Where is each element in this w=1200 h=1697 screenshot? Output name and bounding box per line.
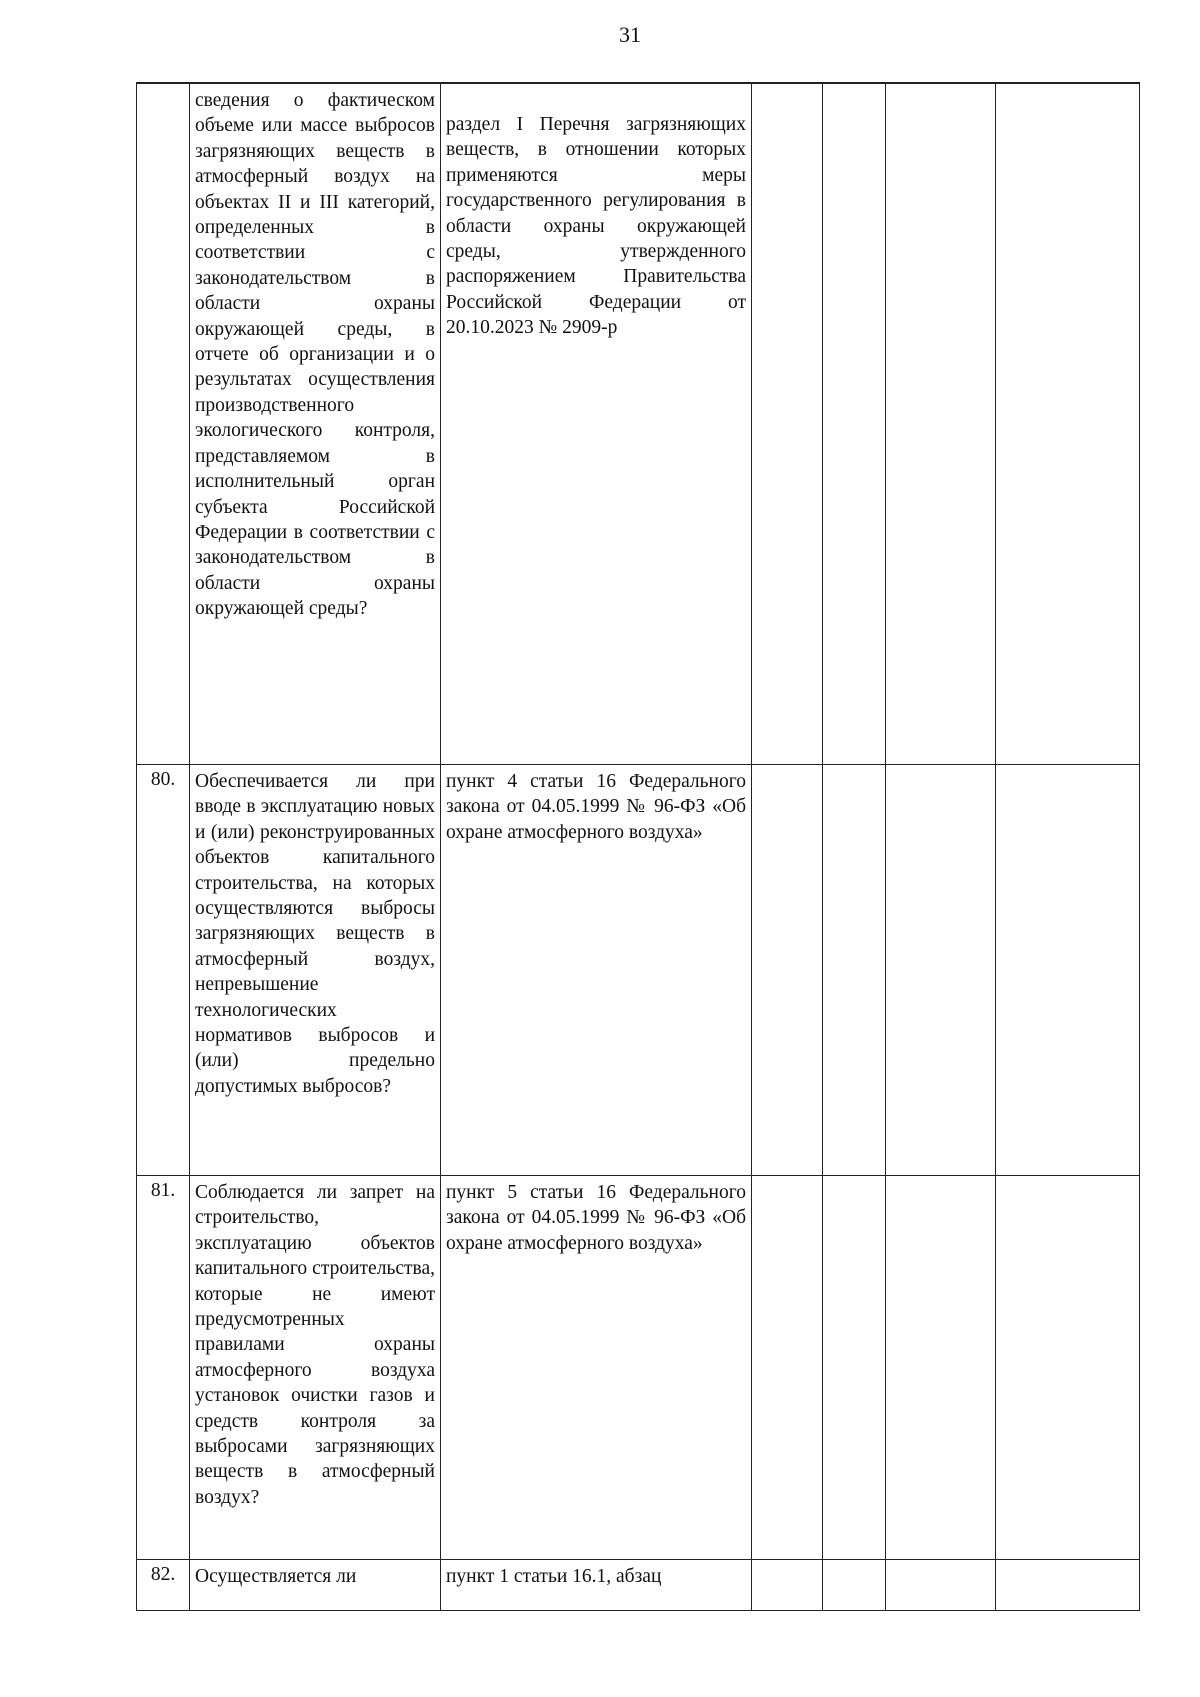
table-row	[137, 765, 1140, 1176]
page-number: 31	[619, 22, 641, 47]
table-row	[137, 1560, 1140, 1611]
legal-reference-text: пункт 5 статьи 16 Федерального закона от 04.05.1999 № 96-ФЗ «Об охране атмосферного воздуха»	[446, 1182, 746, 1254]
empty-cell	[752, 1560, 823, 1611]
empty-cell	[752, 1176, 823, 1560]
row-number: 82.	[150, 1564, 176, 1585]
question-text: Осуществляется ли	[195, 1566, 357, 1587]
question-cell	[190, 83, 441, 765]
requirements-table	[136, 82, 1140, 1611]
empty-cell	[886, 765, 996, 1176]
empty-cell	[996, 1176, 1140, 1560]
empty-cell	[823, 765, 886, 1176]
empty-cell	[823, 83, 886, 765]
empty-cell	[886, 1176, 996, 1560]
empty-cell	[886, 83, 996, 765]
row-number: 80.	[150, 769, 176, 790]
empty-cell	[886, 1560, 996, 1611]
empty-cell	[996, 765, 1140, 1176]
legal-reference-cell	[441, 1560, 752, 1611]
question-cell	[190, 1560, 441, 1611]
question-text: сведения о фактическом объеме или массе выбросов загрязняющих веществ в атмосферный воздух на объектах II и III категорий, определенных в соответствии с законодательством в области охраны окружающей среды, в отчете об организации и о результатах осуществления производственного экологического контроля, представляемом в исполнительный орган субъекта Российской Федерации в соответствии с законодательством в области охраны окружающей среды?	[195, 90, 435, 620]
question-cell	[190, 765, 441, 1176]
row-number-cell	[137, 1176, 190, 1560]
row-number: 81.	[150, 1180, 176, 1201]
empty-cell	[752, 83, 823, 765]
row-number-cell	[137, 83, 190, 765]
question-cell	[190, 1176, 441, 1560]
table-row	[137, 83, 1140, 765]
legal-reference-text: пункт 4 статьи 16 Федерального закона от 04.05.1999 № 96-ФЗ «Об охране атмосферного воздуха»	[446, 771, 746, 843]
empty-cell	[996, 83, 1140, 765]
empty-cell	[996, 1560, 1140, 1611]
question-text: Соблюдается ли запрет на строительство, эксплуатацию объектов капитального строительства, которые не имеют предусмотренных правилами охраны атмосферного воздуха установок очистки газов и средств контроля за выбросами загрязняющих веществ в атмосферный воздух?	[195, 1182, 435, 1508]
row-number-cell	[137, 1560, 190, 1611]
legal-reference-cell	[441, 83, 752, 765]
empty-cell	[823, 1560, 886, 1611]
legal-reference-text: раздел I Перечня загрязняющих веществ, в отношении которых применяются меры государственного регулирования в области охраны окружающей среды, утвержденного распоряжением Правительства Российской Федерации от 20.10.2023 № 2909-р	[446, 114, 746, 339]
legal-reference-text: пункт 1 статьи 16.1, абзац	[446, 1566, 662, 1587]
table-row	[137, 1176, 1140, 1560]
legal-reference-cell	[441, 765, 752, 1176]
row-number-cell	[137, 765, 190, 1176]
question-text: Обеспечивается ли при вводе в эксплуатацию новых и (или) реконструированных объектов капитального строительства, на которых осуществляются выбросы загрязняющих веществ в атмосферный воздух, непревышение технологических нормативов выбросов и (или) предельно допустимых выбросов?	[195, 771, 435, 1097]
legal-reference-cell	[441, 1176, 752, 1560]
empty-cell	[752, 765, 823, 1176]
empty-cell	[823, 1176, 886, 1560]
